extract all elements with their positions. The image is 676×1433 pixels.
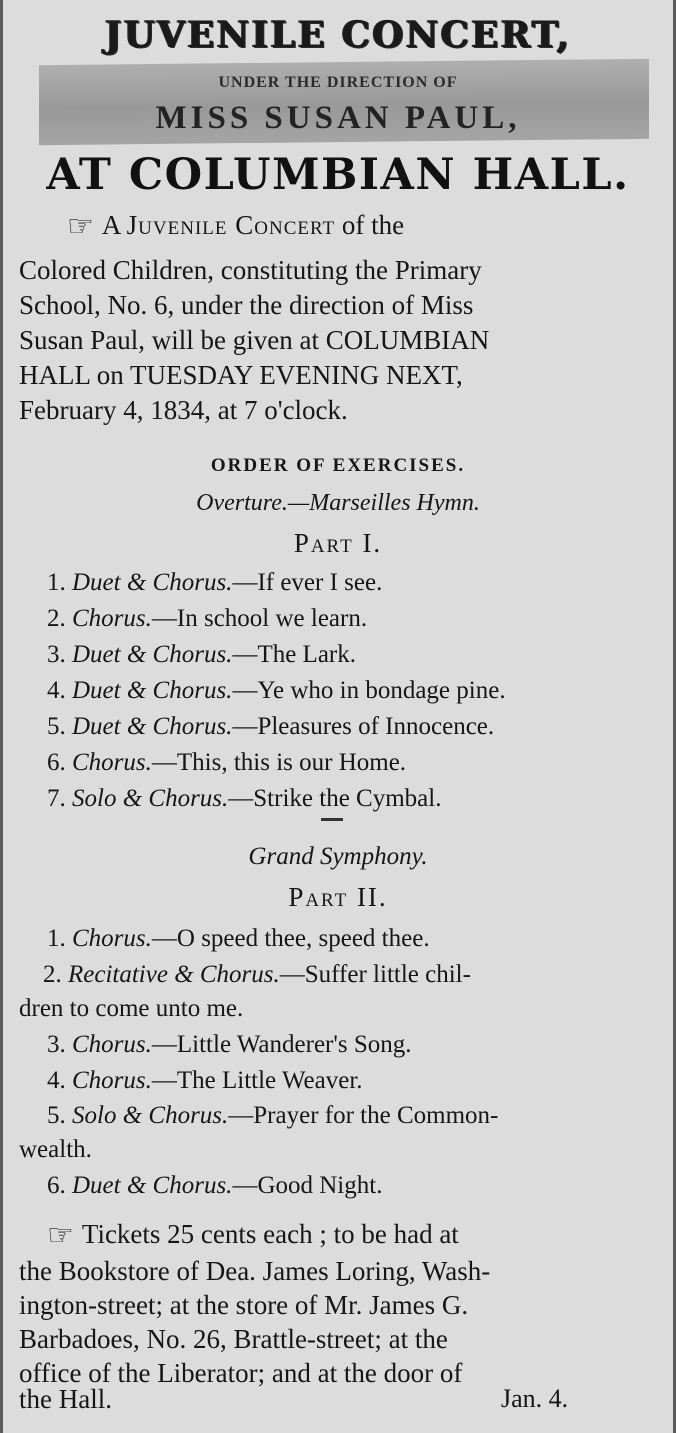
tickets-line: Barbadoes, No. 26, Brattle-street; at the	[19, 1324, 448, 1354]
publication-date: Jan. 4.	[501, 1384, 569, 1413]
director-name: MISS SUSAN PAUL,	[155, 100, 521, 136]
tickets-line: office of the Liberator; and at the door of	[19, 1358, 463, 1388]
program-item-continued: dren to come unto me.	[19, 995, 244, 1022]
concert-title: JUVENILE CONCERT,	[104, 14, 572, 56]
program-item-continued: wealth.	[19, 1136, 92, 1163]
pointing-hand-icon: ☞	[67, 210, 94, 243]
order-heading: ORDER OF EXERCISES.	[210, 455, 466, 476]
program-item: 4. Chorus.—The Little Weaver.	[47, 1067, 363, 1094]
intro-line: Colored Children, constituting the Primary	[19, 255, 482, 285]
grand-symphony: Grand Symphony.	[248, 843, 428, 870]
part-one-heading: Part I.	[293, 528, 383, 558]
program-item: 4. Duet & Chorus.—Ye who in bondage pine.	[47, 677, 506, 704]
intro-line: School, No. 6, under the direction of Miss	[19, 290, 474, 320]
intro-first-line: ☞ A Juvenile Concert of the	[67, 210, 405, 243]
program-item: 5. Duet & Chorus.—Pleasures of Innocence.	[47, 713, 495, 740]
intro-line: HALL on TUESDAY EVENING NEXT,	[19, 360, 463, 390]
intro-line: Susan Paul, will be given at COLUMBIAN	[19, 325, 490, 355]
pointing-hand-icon: ☞	[47, 1219, 74, 1252]
program-item: 6. Chorus.—This, this is our Home.	[47, 749, 407, 776]
overture: Overture.—Marseilles Hymn.	[196, 490, 480, 516]
tickets-line: ington-street; at the store of Mr. James G.	[19, 1290, 469, 1320]
program-item: 2. Chorus.—In school we learn.	[47, 605, 368, 632]
program-item: 2. Recitative & Chorus.—Suffer little chil-	[43, 961, 471, 988]
tickets-last-line: the Hall.	[19, 1384, 112, 1414]
tickets-line: the Bookstore of Dea. James Loring, Wash-	[19, 1256, 491, 1286]
program-item: 3. Chorus.—Little Wanderer's Song.	[47, 1031, 412, 1058]
program-item: 7. Solo & Chorus.—Strike the Cymbal.	[47, 785, 442, 812]
intro-last-line: February 4, 1834, at 7 o'clock.	[19, 395, 348, 425]
program-item: 1. Chorus.—O speed thee, speed thee.	[47, 925, 430, 952]
program-item: 6. Duet & Chorus.—Good Night.	[47, 1172, 383, 1199]
tickets-first-line: ☞ Tickets 25 cents each ; to be had at	[47, 1219, 459, 1252]
program-item: 3. Duet & Chorus.—The Lark.	[47, 641, 356, 668]
direction-line: UNDER THE DIRECTION OF	[218, 74, 458, 91]
program-item: 1. Duet & Chorus.—If ever I see.	[47, 569, 383, 596]
section-dash	[321, 818, 343, 821]
part-two-heading: Part II.	[288, 882, 388, 912]
program-item: 5. Solo & Chorus.—Prayer for the Common-	[47, 1102, 499, 1129]
venue-heading: AT COLUMBIAN HALL.	[46, 150, 630, 200]
